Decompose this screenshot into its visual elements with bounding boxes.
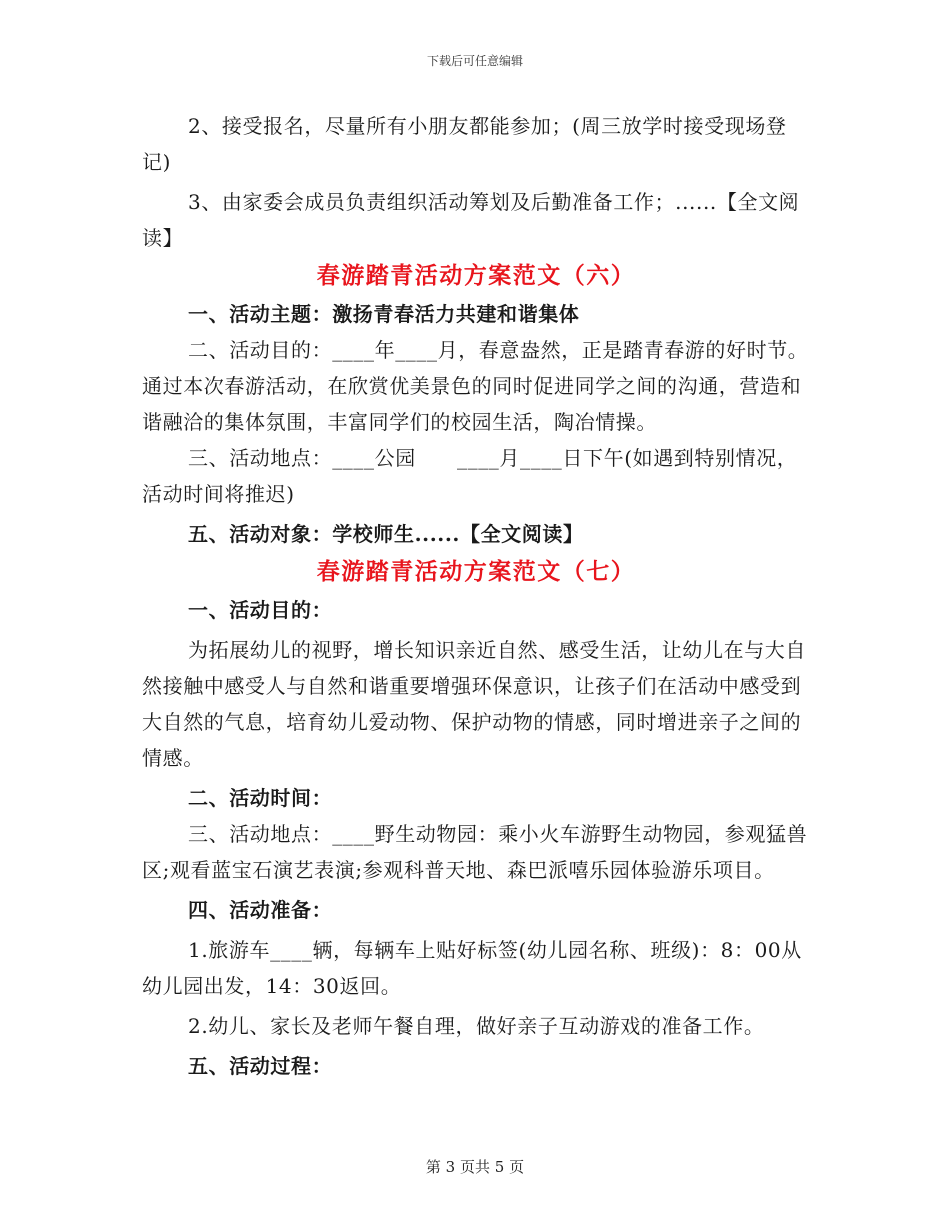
location-text: 三、活动地点：____野生动物园：乘小火车游野生动物园，参观猛兽区;观看蓝宝石演艺表演;参观科普天地、森巴派嘻乐园体验游乐项目。 bbox=[142, 822, 808, 882]
activity-theme: 一、活动主题：激扬青春活力共建和谐集体 bbox=[188, 302, 580, 326]
purpose-text: 为拓展幼儿的视野，增长知识亲近自然、感受生活，让幼儿在与大自然接触中感受人与自然和谐重要增强环保意识，让孩子们在活动中感受到大自然的气息，培育幼儿爱动物、保护动物的情感，同时增进亲子之间的情感。 bbox=[142, 638, 806, 770]
heading-preparation: 四、活动准备： bbox=[188, 898, 333, 922]
heading-purpose: 一、活动目的： bbox=[188, 598, 333, 622]
page-header: 下载后可任意编辑 bbox=[426, 54, 523, 68]
preparation-item-2: 2.幼儿、家长及老师午餐自理，做好亲子互动游戏的准备工作。 bbox=[188, 1014, 765, 1038]
paragraph-committee: 3、由家委会成员负责组织活动筹划及后勤准备工作；......【全文阅读】 bbox=[142, 190, 800, 250]
paragraph-registration: 2、接受报名，尽量所有小朋友都能参加；(周三放学时接受现场登记) bbox=[142, 114, 787, 174]
page-footer: 第 3 页共 5 页 bbox=[425, 1158, 525, 1176]
preparation-item-1: 1.旅游车____辆，每辆车上贴好标签(幼儿园名称、班级)：8：00从幼儿园出发，14：30返回。 bbox=[142, 938, 802, 998]
heading-time: 二、活动时间： bbox=[188, 786, 333, 810]
section-title-7: 春游踏青活动方案范文（七） bbox=[316, 558, 636, 585]
heading-process: 五、活动过程： bbox=[188, 1054, 333, 1078]
document-body bbox=[142, 108, 810, 1084]
activity-purpose: 二、活动目的：____年____月，春意盎然，正是踏青春游的好时节。通过本次春游活动，在欣赏优美景色的同时促进同学之间的沟通，营造和谐融洽的集体氛围，丰富同学们的校园生活，陶冶情操。 bbox=[142, 338, 809, 434]
activity-location: 三、活动地点：____公园 ____月____日下午(如遇到特别情况，活动时间将推迟) bbox=[142, 446, 798, 506]
section-title-6: 春游踏青活动方案范文（六） bbox=[316, 262, 636, 289]
activity-target: 五、活动对象：学校师生......【全文阅读】 bbox=[188, 522, 584, 546]
